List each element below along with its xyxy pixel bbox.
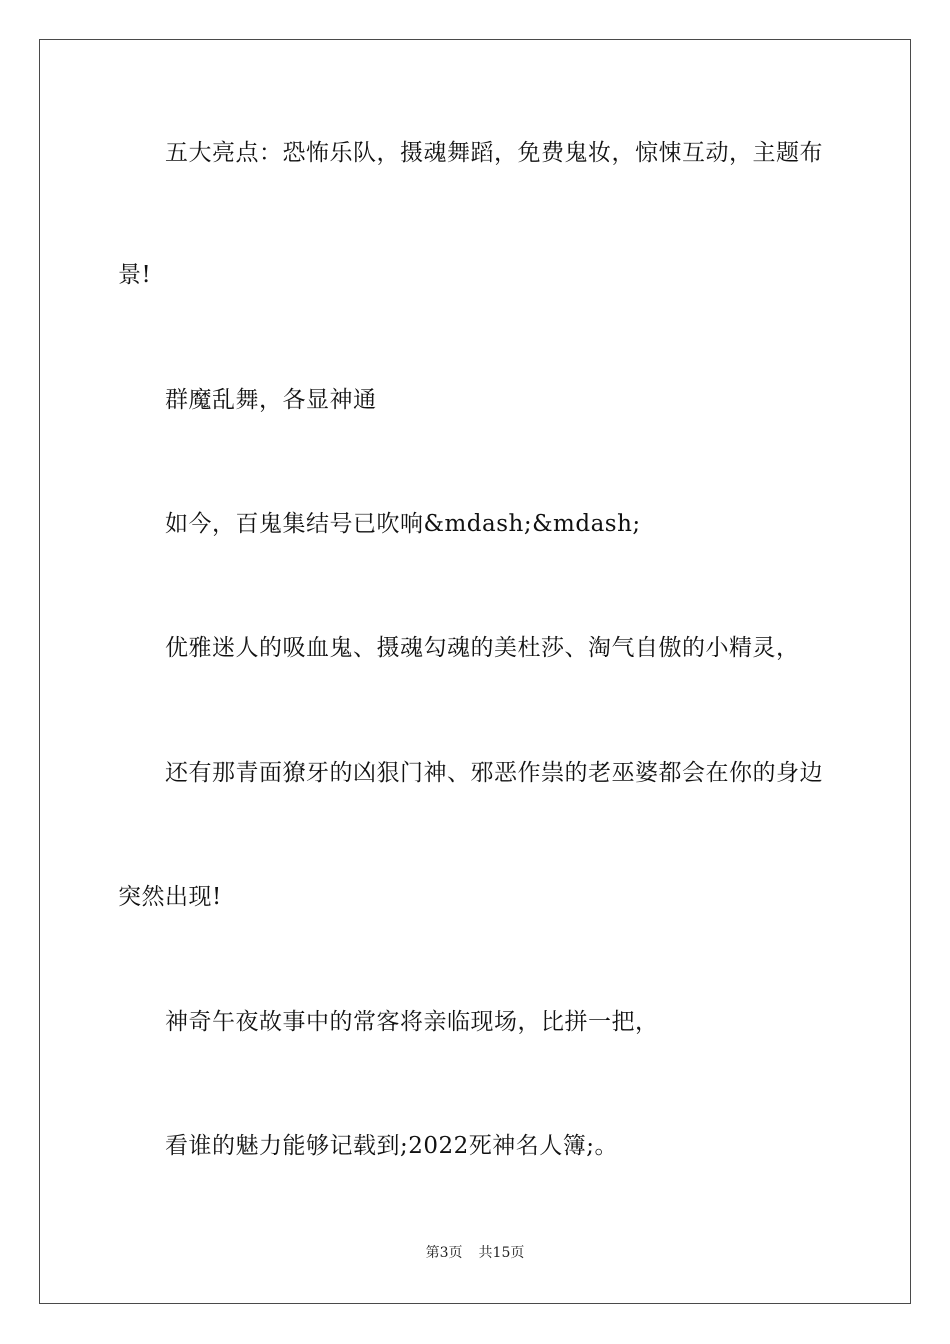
paragraph-line-hall-of-fame: 看谁的魅力能够记载到;2022死神名人簿;。 (165, 1133, 619, 1159)
paragraph-line-heading: 群魔乱舞，各显神通 (165, 387, 377, 413)
paragraph-line-appear: 突然出现! (118, 884, 222, 910)
page-number: 第3页 (425, 1245, 463, 1261)
paragraph-line-midnight-guests: 神奇午夜故事中的常客将亲临现场，比拼一把， (165, 1009, 659, 1035)
paragraph-line-more-characters: 还有那青面獠牙的凶狠门神、邪恶作祟的老巫婆都会在你的身边 (165, 760, 823, 786)
paragraph-line-highlights: 五大亮点：恐怖乐队，摄魂舞蹈，免费鬼妆，惊悚互动，主题布 (165, 140, 823, 166)
paragraph-line-summons: 如今，百鬼集结号已吹响&mdash;&mdash; (165, 511, 641, 537)
page-total: 共15页 (478, 1245, 525, 1261)
paragraph-line-highlights-continued: 景! (118, 262, 152, 288)
page-border (39, 39, 911, 1304)
page-footer (0, 1243, 950, 1263)
paragraph-line-characters: 优雅迷人的吸血鬼、摄魂勾魂的美杜莎、淘气自傲的小精灵， (165, 635, 800, 661)
